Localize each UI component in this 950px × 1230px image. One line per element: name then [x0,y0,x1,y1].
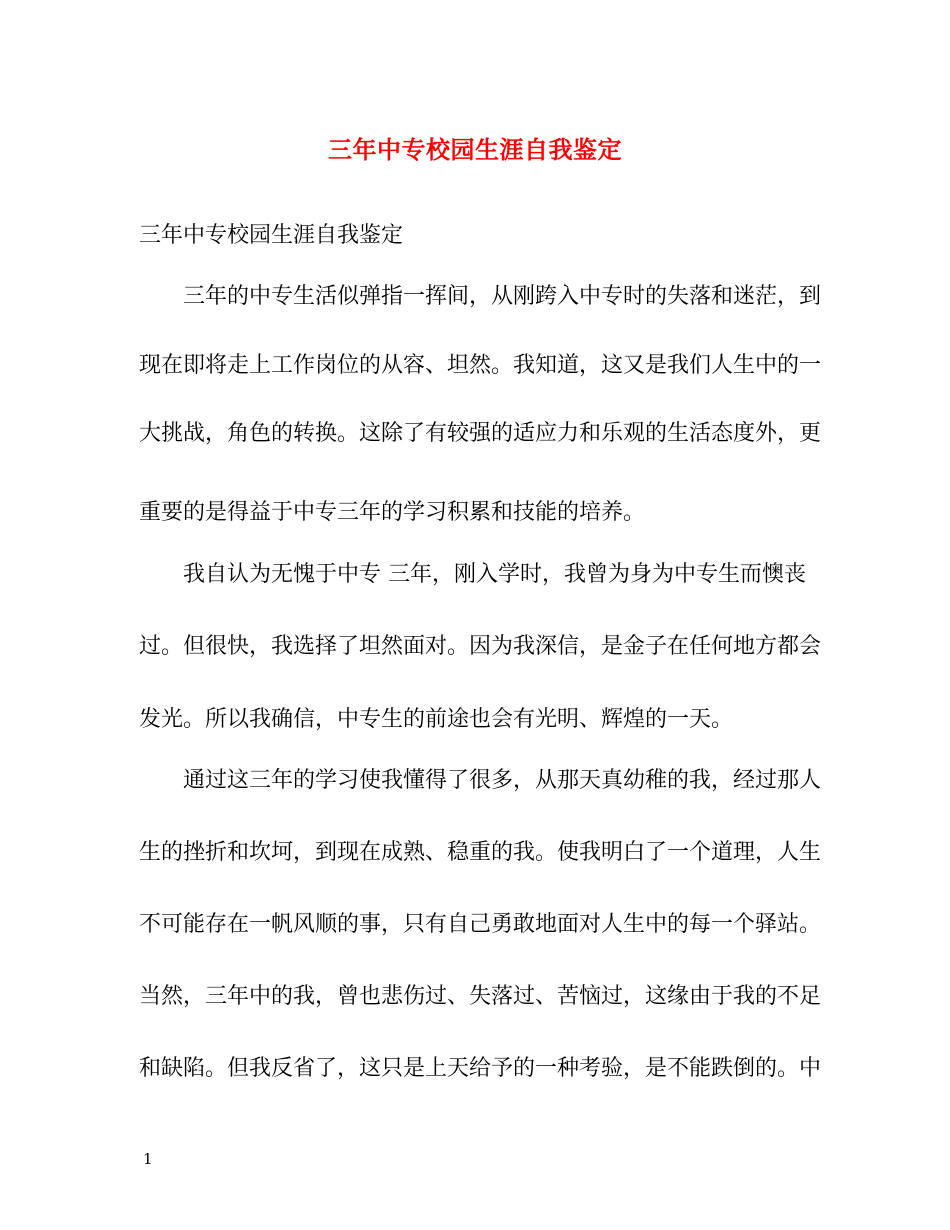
paragraph-line: 生的挫折和坎坷，到现在成熟、稳重的我。使我明白了一个道理，人生 [139,840,822,865]
paragraph-line: 过。但很快，我选择了坦然面对。因为我深信，是金子在任何地方都会 [139,634,822,659]
paragraph-line: 当然，三年中的我，曾也悲伤过、失落过、苦恼过，这缘由于我的不足 [139,984,822,1009]
paragraph-line: 大挑战，角色的转换。这除了有较强的适应力和乐观的生活态度外，更 [139,421,822,446]
paragraph-line: 我自认为无愧于中专 三年，刚入学时，我曾为身为中专生而懊丧 [183,562,806,587]
paragraph-line: 不可能存在一帆风顺的事，只有自己勇敢地面对人生中的每一个驿站。 [139,912,822,937]
paragraph-line: 重要的是得益于中专三年的学习积累和技能的培养。 [139,500,646,525]
page-number: 1 [143,1150,153,1168]
paragraph-line: 三年的中专生活似弹指一挥间，从刚跨入中专时的失落和迷茫，到 [183,284,822,309]
paragraph-line: 和缺陷。但我反省了，这只是上天给予的一种考验，是不能跌倒的。中 [139,1056,822,1081]
paragraph-line: 发光。所以我确信，中专生的前途也会有光明、辉煌的一天。 [139,707,734,732]
document-title: 三年中专校园生涯自我鉴定 [328,135,622,164]
document-subtitle: 三年中专校园生涯自我鉴定 [139,223,404,248]
paragraph-line: 现在即将走上工作岗位的从容、坦然。我知道，这又是我们人生中的一 [139,353,822,378]
paragraph-line: 通过这三年的学习使我懂得了很多，从那天真幼稚的我，经过那人 [183,768,822,793]
